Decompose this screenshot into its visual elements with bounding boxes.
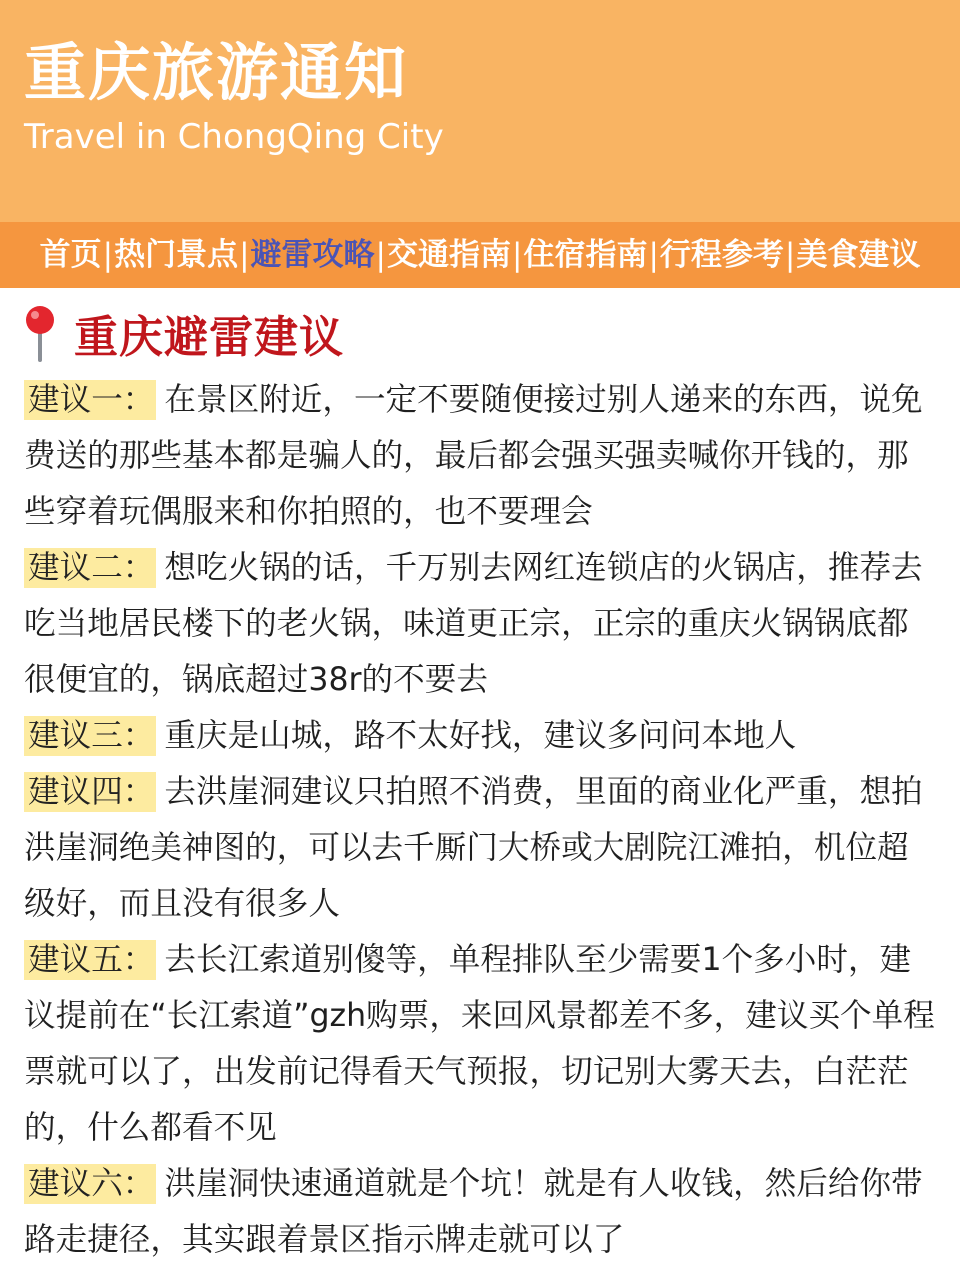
tip-label: 建议二： [24, 548, 156, 588]
page-subtitle: Travel in ChongQing City [24, 117, 444, 157]
nav-item-home[interactable]: 首页 [39, 237, 102, 273]
nav-item-pitfall-guide[interactable]: 避雷攻略 [250, 237, 375, 273]
nav-item-lodging-guide[interactable]: 住宿指南 [523, 237, 648, 273]
tip-item [24, 764, 936, 932]
tip-label: 建议四： [24, 772, 156, 812]
pin-icon [20, 304, 60, 362]
tip-item [24, 708, 936, 764]
nav-separator: | [784, 237, 796, 273]
tip-label: 建议六： [24, 1164, 156, 1204]
page-title: 重庆旅游通知 [24, 36, 409, 109]
tip-text: 洪崖洞快速通道就是个坑！就是有人收钱，然后给你带路走捷径，其实跟着景区指示牌走就可以了 [24, 1166, 923, 1258]
tip-label: 建议五： [24, 940, 156, 980]
nav-separator: | [102, 237, 114, 273]
tip-item [24, 540, 936, 708]
tip-label: 建议三： [24, 716, 156, 756]
tip-label: 建议一： [24, 380, 156, 420]
nav-item-popular-spots[interactable]: 热门景点 [114, 237, 239, 273]
nav-item-transport-guide[interactable]: 交通指南 [387, 237, 511, 273]
tip-item [24, 372, 936, 540]
nav-item-itinerary[interactable]: 行程参考 [659, 237, 784, 273]
nav-item-food-tips[interactable]: 美食建议 [796, 237, 921, 273]
tip-text: 重庆是山城，路不太好找，建议多问问本地人 [164, 718, 797, 754]
nav-separator: | [648, 237, 659, 273]
tip-text: 去洪崖洞建议只拍照不消费，里面的商业化严重，想拍洪崖洞绝美神图的，可以去千厮门大桥或大剧院江滩拍，机位超级好，而且没有很多人 [24, 774, 923, 922]
tip-text: 去长江索道别傻等，单程排队至少需要1个多小时，建议提前在“长江索道”gzh购票，来回风景都差不多，建议买个单程票就可以了，出发前记得看天气预报，切记别大雾天去，白茫茫的，什么都看不见 [24, 942, 935, 1146]
header-banner [0, 0, 960, 222]
nav-separator: | [512, 237, 523, 273]
nav-separator: | [375, 237, 386, 273]
nav-bar [0, 222, 960, 288]
tip-item [24, 932, 936, 1156]
section-title: 重庆避雷建议 [74, 312, 344, 363]
tips-list [24, 372, 936, 1268]
tip-item [24, 1156, 936, 1268]
section-heading [20, 300, 344, 366]
tip-text: 想吃火锅的话，千万别去网红连锁店的火锅店，推荐去吃当地居民楼下的老火锅，味道更正宗，正宗的重庆火锅锅底都很便宜的，锅底超过38r的不要去 [24, 550, 923, 698]
tip-text: 在景区附近，一定不要随便接过别人递来的东西，说免费送的那些基本都是骗人的，最后都会强买强卖喊你开钱的，那些穿着玩偶服来和你拍照的，也不要理会 [24, 382, 923, 530]
nav-separator: | [239, 237, 250, 273]
